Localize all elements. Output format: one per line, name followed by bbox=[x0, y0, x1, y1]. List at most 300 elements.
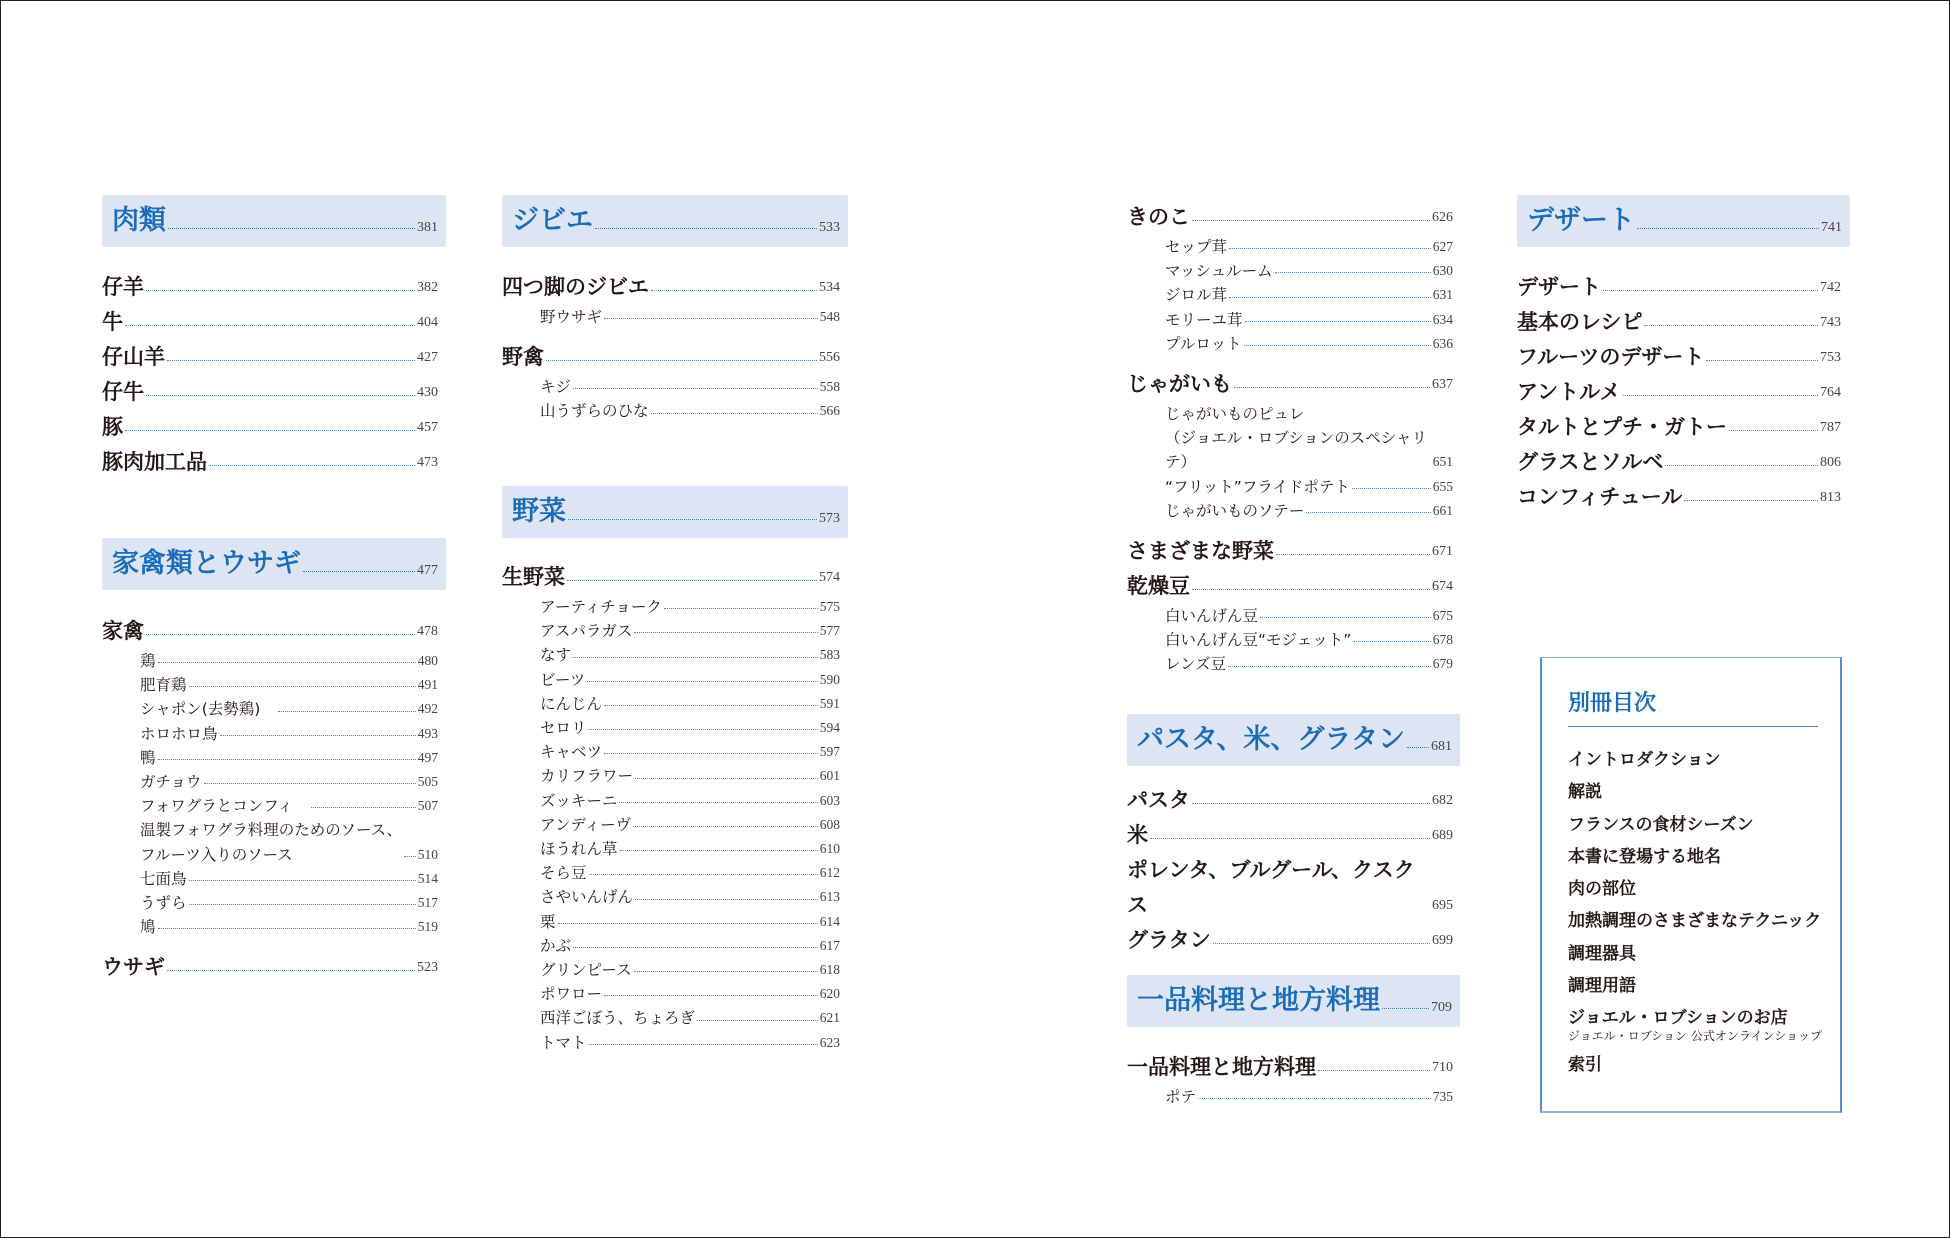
entry-label: なす bbox=[540, 646, 572, 665]
page-number: 787 bbox=[1820, 420, 1841, 435]
page-number: 655 bbox=[1432, 478, 1453, 494]
dot-leader bbox=[1352, 488, 1431, 489]
dot-leader bbox=[167, 360, 415, 361]
entry-label: セロリ bbox=[540, 719, 587, 738]
page-number: 626 bbox=[1432, 210, 1453, 225]
dot-leader bbox=[573, 947, 818, 948]
supplement-item[interactable]: 本書に登場する地名 bbox=[1568, 846, 1721, 867]
toc-entry[interactable] bbox=[1517, 270, 1841, 305]
page-number: 689 bbox=[1432, 828, 1453, 843]
entry-label: 鶏 bbox=[140, 652, 156, 670]
page-number: 577 bbox=[819, 623, 840, 639]
page-number: 735 bbox=[1432, 1089, 1453, 1104]
page-number: 710 bbox=[1432, 1060, 1453, 1075]
entry-list bbox=[1127, 1050, 1453, 1109]
entry-label: じゃがいも bbox=[1127, 372, 1232, 397]
page-number: 430 bbox=[417, 385, 438, 400]
page-number: 517 bbox=[417, 895, 438, 911]
toc-entry[interactable] bbox=[502, 399, 840, 423]
page-number: 478 bbox=[417, 624, 438, 639]
page-number: 427 bbox=[417, 350, 438, 365]
page-number: 574 bbox=[819, 570, 840, 585]
page-number: 597 bbox=[819, 744, 840, 760]
toc-entry[interactable] bbox=[102, 614, 438, 649]
toc-entry[interactable] bbox=[102, 270, 438, 305]
toc-entry[interactable] bbox=[502, 837, 840, 861]
page-number: 612 bbox=[819, 865, 840, 881]
toc-entry[interactable] bbox=[1127, 783, 1453, 818]
entry-label: 基本のレシピ bbox=[1517, 310, 1643, 334]
entry-label: コンフィチュール bbox=[1517, 485, 1683, 509]
toc-entry[interactable] bbox=[502, 1006, 840, 1030]
entry-label: ウサギ bbox=[102, 955, 165, 980]
section-title: 肉類 bbox=[112, 205, 166, 236]
toc-entry[interactable] bbox=[502, 692, 840, 716]
toc-entry[interactable] bbox=[502, 982, 840, 1006]
page-number: 382 bbox=[417, 280, 438, 295]
page-number: 661 bbox=[1432, 502, 1453, 518]
toc-entry[interactable] bbox=[1127, 402, 1453, 475]
toc-entry[interactable] bbox=[1127, 604, 1453, 628]
toc-entry[interactable] bbox=[102, 915, 438, 939]
dot-leader bbox=[634, 632, 817, 633]
page-number: 741 bbox=[1821, 220, 1842, 235]
toc-entry[interactable] bbox=[502, 910, 840, 934]
dot-leader bbox=[167, 970, 415, 971]
section-title: 野菜 bbox=[512, 496, 566, 527]
entry-label: ポテ bbox=[1165, 1088, 1197, 1106]
entry-label: フルーツのデザート bbox=[1517, 345, 1705, 369]
entry-label: パスタ bbox=[1127, 788, 1190, 812]
dot-leader bbox=[1198, 1098, 1431, 1099]
supplement-item[interactable]: ジョエル・ロブションのお店 bbox=[1568, 1008, 1788, 1029]
dot-leader bbox=[189, 880, 416, 881]
page-number: 583 bbox=[819, 647, 840, 663]
toc-entry[interactable] bbox=[1127, 1085, 1453, 1109]
section-title: 一品料理と地方料理 bbox=[1137, 985, 1380, 1016]
dot-leader bbox=[546, 360, 817, 361]
toc-entry[interactable] bbox=[1517, 480, 1841, 515]
entry-list bbox=[102, 270, 438, 480]
dot-leader bbox=[1276, 554, 1430, 555]
toc-entry[interactable] bbox=[502, 619, 840, 643]
toc-entry[interactable] bbox=[1127, 818, 1453, 853]
dot-leader bbox=[1637, 228, 1819, 229]
dot-leader bbox=[697, 1020, 818, 1021]
entry-label: うずら bbox=[140, 894, 187, 913]
toc-entry[interactable] bbox=[102, 867, 438, 891]
entry-label: ジロル茸 bbox=[1165, 286, 1228, 305]
page-number: 675 bbox=[1432, 608, 1453, 624]
page-number: 623 bbox=[819, 1034, 840, 1050]
dot-leader bbox=[604, 318, 818, 319]
page-number: 404 bbox=[417, 315, 438, 330]
entry-label: 生野菜 bbox=[502, 565, 565, 589]
page-number: 674 bbox=[1432, 579, 1453, 595]
toc-entry[interactable] bbox=[502, 643, 840, 667]
entry-label: モリーユ茸 bbox=[1165, 310, 1243, 329]
page-number: 621 bbox=[819, 1010, 840, 1026]
toc-entry[interactable] bbox=[1127, 332, 1453, 356]
entry-label: アンディーヴ bbox=[540, 815, 632, 834]
entry-list bbox=[1517, 270, 1841, 515]
page-number: 497 bbox=[417, 749, 438, 765]
entry-label: ズッキーニ bbox=[540, 791, 618, 810]
section-heading[interactable] bbox=[502, 195, 848, 247]
section-heading[interactable] bbox=[102, 538, 446, 590]
toc-entry[interactable] bbox=[1127, 475, 1453, 499]
dot-leader bbox=[1228, 666, 1431, 667]
toc-entry[interactable] bbox=[502, 340, 840, 375]
dot-leader bbox=[311, 807, 416, 808]
entry-list bbox=[1127, 200, 1453, 677]
toc-entry[interactable] bbox=[102, 770, 438, 794]
section-title: ジビエ bbox=[512, 205, 593, 236]
toc-entry[interactable] bbox=[1127, 534, 1453, 569]
page-number: 671 bbox=[1432, 544, 1453, 560]
dot-leader bbox=[209, 465, 415, 466]
toc-entry[interactable] bbox=[502, 861, 840, 885]
entry-label: 白いんげん豆“モジェット” bbox=[1165, 631, 1352, 650]
toc-entry[interactable] bbox=[502, 934, 840, 958]
dot-leader bbox=[146, 395, 415, 396]
page-number: 473 bbox=[417, 455, 438, 470]
page-number: 533 bbox=[819, 220, 840, 235]
entry-label: 豚 bbox=[102, 415, 123, 439]
section-heading[interactable] bbox=[1517, 195, 1850, 247]
supplement-item-caption: ジョエル・ロブション 公式オンラインショップ bbox=[1568, 1028, 1822, 1043]
section-heading[interactable] bbox=[1127, 975, 1460, 1027]
toc-entry[interactable] bbox=[502, 885, 840, 909]
page-number: 630 bbox=[1432, 263, 1453, 279]
entry-label: アーティチョーク bbox=[540, 598, 662, 616]
page-number: 682 bbox=[1432, 793, 1453, 808]
toc-entry[interactable] bbox=[102, 891, 438, 915]
dot-leader bbox=[1318, 1070, 1430, 1071]
entry-label: タルトとプチ・ガトー bbox=[1517, 415, 1727, 439]
page-number: 806 bbox=[1820, 455, 1841, 470]
entry-label: 栗 bbox=[540, 912, 556, 931]
toc-entry[interactable] bbox=[502, 305, 840, 329]
dot-leader bbox=[664, 608, 818, 609]
entry-label: セップ茸 bbox=[1165, 238, 1228, 256]
entry-label: 四つ脚のジビエ bbox=[502, 275, 649, 299]
entry-label: アントルメ bbox=[1517, 380, 1621, 404]
entry-label: 鴨 bbox=[140, 748, 156, 767]
toc-entry[interactable] bbox=[502, 716, 840, 740]
dot-leader bbox=[567, 580, 817, 581]
toc-entry[interactable] bbox=[102, 746, 438, 770]
dot-leader bbox=[1603, 290, 1818, 291]
entry-list bbox=[502, 560, 840, 1055]
supplement-item[interactable]: フランスの食材シーズン bbox=[1568, 814, 1754, 835]
toc-entry[interactable] bbox=[102, 697, 438, 721]
page-number: 573 bbox=[819, 511, 840, 526]
page-number: 590 bbox=[819, 671, 840, 687]
page-number: 610 bbox=[819, 841, 840, 857]
section-heading[interactable] bbox=[502, 486, 848, 538]
dot-leader bbox=[1665, 465, 1818, 466]
dot-leader bbox=[278, 711, 416, 712]
supplement-item[interactable]: 解説 bbox=[1568, 782, 1602, 803]
toc-entry[interactable] bbox=[502, 595, 840, 619]
dot-leader bbox=[1245, 321, 1431, 322]
dot-leader bbox=[620, 850, 818, 851]
toc-entry[interactable] bbox=[502, 560, 840, 595]
supplement-item[interactable]: 索引 bbox=[1568, 1054, 1602, 1075]
page-number: 613 bbox=[819, 889, 840, 905]
toc-entry[interactable] bbox=[502, 270, 840, 305]
toc-entry[interactable] bbox=[1517, 375, 1841, 410]
toc-entry[interactable] bbox=[1127, 367, 1453, 402]
page-number: 614 bbox=[819, 913, 840, 929]
dot-leader bbox=[204, 783, 416, 784]
dot-leader bbox=[633, 826, 818, 827]
supplement-toc-box bbox=[1540, 657, 1842, 1113]
section-heading[interactable] bbox=[102, 195, 446, 247]
toc-entry[interactable] bbox=[102, 794, 438, 818]
dot-leader bbox=[189, 686, 416, 687]
dot-leader bbox=[651, 413, 818, 414]
toc-entry[interactable] bbox=[1517, 305, 1841, 340]
dot-leader bbox=[595, 228, 817, 229]
toc-entry[interactable] bbox=[1127, 1050, 1453, 1085]
dot-leader bbox=[1244, 345, 1431, 346]
dot-leader bbox=[589, 1044, 818, 1045]
dot-leader bbox=[1353, 641, 1430, 642]
dot-leader bbox=[1213, 943, 1430, 944]
toc-entry[interactable] bbox=[102, 340, 438, 375]
toc-entry[interactable] bbox=[1127, 853, 1453, 923]
dot-leader bbox=[1729, 430, 1818, 431]
page-number: 679 bbox=[1432, 656, 1453, 672]
entry-list bbox=[102, 614, 438, 985]
page-number: 608 bbox=[819, 816, 840, 832]
entry-label: そら豆 bbox=[540, 864, 587, 883]
supplement-item[interactable]: 調理器具 bbox=[1568, 943, 1636, 964]
toc-entry[interactable] bbox=[502, 1031, 840, 1055]
dot-leader bbox=[189, 904, 416, 905]
dot-leader bbox=[125, 325, 415, 326]
entry-label: きのこ bbox=[1127, 205, 1190, 229]
dot-leader bbox=[604, 753, 818, 754]
toc-entry[interactable] bbox=[102, 305, 438, 340]
section-title: 家禽類とウサギ bbox=[112, 548, 301, 579]
toc-entry[interactable] bbox=[502, 813, 840, 837]
dot-leader bbox=[604, 995, 818, 996]
page-number: 491 bbox=[417, 677, 438, 693]
entry-label: フォワグラとコンフィ bbox=[140, 797, 309, 816]
page-number: 617 bbox=[819, 937, 840, 953]
entry-label: 肥育鶏 bbox=[140, 676, 187, 695]
toc-entry[interactable] bbox=[102, 410, 438, 445]
page-number: 492 bbox=[417, 701, 438, 717]
entry-label: 家禽 bbox=[102, 619, 144, 643]
entry-label: カリフラワー bbox=[540, 767, 634, 786]
entry-label: じゃがいものピュレ （ジョエル・ロブションのスペシャリテ） bbox=[1165, 405, 1427, 472]
dot-leader bbox=[1684, 500, 1818, 501]
entry-label: 山うずらのひな bbox=[540, 402, 649, 421]
entry-label: さまざまな野菜 bbox=[1127, 539, 1274, 564]
toc-entry[interactable] bbox=[102, 950, 438, 985]
entry-label: 仔山羊 bbox=[102, 345, 165, 369]
page-number: 631 bbox=[1432, 287, 1453, 303]
toc-entry[interactable] bbox=[1127, 308, 1453, 332]
page-number: 695 bbox=[1432, 898, 1453, 913]
page-number: 514 bbox=[417, 870, 438, 886]
toc-entry[interactable] bbox=[1127, 652, 1453, 676]
page-number: 678 bbox=[1432, 632, 1453, 648]
toc-entry[interactable] bbox=[102, 722, 438, 746]
dot-leader bbox=[1623, 395, 1818, 396]
page-number: 493 bbox=[417, 725, 438, 741]
entry-label: 野ウサギ bbox=[540, 308, 603, 326]
entry-label: グラスとソルベ bbox=[1517, 450, 1664, 474]
entry-label: かぶ bbox=[540, 936, 572, 955]
dot-leader bbox=[1382, 1008, 1429, 1009]
page-number: 575 bbox=[819, 599, 840, 614]
entry-label: 米 bbox=[1127, 823, 1148, 847]
dot-leader bbox=[619, 802, 817, 803]
dot-leader bbox=[1706, 360, 1818, 361]
toc-entry[interactable] bbox=[502, 740, 840, 764]
page-number: 764 bbox=[1820, 385, 1841, 400]
page-number: 709 bbox=[1431, 1000, 1452, 1015]
toc-entry[interactable] bbox=[502, 668, 840, 692]
section-heading[interactable] bbox=[1127, 714, 1460, 766]
dot-leader bbox=[1407, 747, 1429, 748]
page-number: 699 bbox=[1432, 933, 1453, 948]
page-number: 603 bbox=[819, 792, 840, 808]
entry-label: 野禽 bbox=[502, 345, 544, 370]
dot-leader bbox=[604, 705, 818, 706]
supplement-divider bbox=[1568, 726, 1818, 727]
dot-leader bbox=[1192, 220, 1430, 221]
dot-leader bbox=[558, 923, 818, 924]
dot-leader bbox=[1306, 512, 1431, 513]
dot-leader bbox=[635, 778, 818, 779]
page-number: 618 bbox=[819, 962, 840, 978]
toc-entry[interactable] bbox=[1127, 499, 1453, 523]
dot-leader bbox=[158, 662, 416, 663]
entry-label: マッシュルーム bbox=[1165, 262, 1273, 281]
dot-leader bbox=[1644, 325, 1818, 326]
page-number: 523 bbox=[417, 960, 438, 976]
entry-label: 仔牛 bbox=[102, 380, 144, 404]
toc-entry[interactable] bbox=[1127, 628, 1453, 652]
supplement-list bbox=[1568, 744, 1822, 1081]
dot-leader bbox=[589, 874, 818, 875]
toc-entry[interactable] bbox=[502, 789, 840, 813]
dot-leader bbox=[587, 681, 817, 682]
page-number: 381 bbox=[417, 220, 438, 235]
page-number: 566 bbox=[819, 403, 840, 419]
entry-label: 七面鳥 bbox=[140, 869, 187, 888]
page-number: 558 bbox=[819, 379, 840, 395]
dot-leader bbox=[146, 290, 415, 291]
toc-entry[interactable] bbox=[1127, 259, 1453, 283]
entry-label: 豚肉加工品 bbox=[102, 450, 207, 474]
page-number: 601 bbox=[819, 768, 840, 784]
entry-label: 牛 bbox=[102, 310, 123, 334]
dot-leader bbox=[573, 388, 818, 389]
dot-leader bbox=[1275, 272, 1431, 273]
page-number: 743 bbox=[1820, 315, 1841, 330]
toc-entry[interactable] bbox=[1127, 569, 1453, 604]
supplement-item[interactable]: 加熱調理のさまざまなテクニック bbox=[1568, 911, 1822, 932]
supplement-item[interactable]: 肉の部位 bbox=[1568, 879, 1636, 900]
toc-entry[interactable] bbox=[102, 673, 438, 697]
toc-entry[interactable] bbox=[102, 649, 438, 673]
page-number: 505 bbox=[417, 774, 438, 790]
toc-entry[interactable] bbox=[1127, 235, 1453, 259]
page-number: 813 bbox=[1820, 490, 1841, 505]
toc-entry[interactable] bbox=[1517, 340, 1841, 375]
page-number: 510 bbox=[417, 846, 438, 862]
page-number: 519 bbox=[417, 919, 438, 935]
dot-leader bbox=[1192, 803, 1430, 804]
entry-label: ガチョウ bbox=[140, 773, 202, 792]
dot-leader bbox=[303, 571, 415, 572]
page-number: 534 bbox=[819, 280, 840, 295]
supplement-item[interactable]: イントロダクション bbox=[1568, 750, 1721, 770]
dot-leader bbox=[1229, 248, 1431, 249]
entry-label: キャベツ bbox=[540, 743, 603, 762]
supplement-title: 別冊目次 bbox=[1568, 691, 1657, 716]
dot-leader bbox=[404, 856, 416, 857]
toc-entry[interactable] bbox=[1127, 200, 1453, 235]
dot-leader bbox=[1229, 297, 1431, 298]
dot-leader bbox=[220, 735, 416, 736]
entry-list bbox=[1127, 783, 1453, 958]
toc-entry[interactable] bbox=[1517, 410, 1841, 445]
toc-entry[interactable] bbox=[102, 818, 438, 866]
page-number: 681 bbox=[1431, 739, 1452, 754]
toc-entry[interactable] bbox=[502, 375, 840, 399]
entry-label: デザート bbox=[1517, 275, 1601, 299]
page-number: 477 bbox=[417, 563, 438, 578]
entry-label: キジ bbox=[540, 378, 571, 397]
toc-entry[interactable] bbox=[502, 764, 840, 788]
entry-label: ビーツ bbox=[540, 670, 586, 689]
entry-label: ポレンタ、ブルグール、クスクス bbox=[1127, 858, 1415, 917]
page-number: 507 bbox=[417, 798, 438, 814]
entry-label: レンズ豆 bbox=[1165, 655, 1227, 674]
entry-label: ホロホロ鳥 bbox=[140, 724, 218, 743]
page-number: 594 bbox=[819, 720, 840, 736]
toc-entry[interactable] bbox=[102, 375, 438, 410]
entry-label: にんじん bbox=[540, 694, 603, 713]
dot-leader bbox=[635, 899, 818, 900]
dot-leader bbox=[125, 430, 415, 431]
dot-leader bbox=[1234, 387, 1430, 388]
entry-list bbox=[502, 270, 840, 424]
entry-label: 西洋ごぼう、ちょろぎ bbox=[540, 1009, 696, 1028]
dot-leader bbox=[1192, 589, 1430, 590]
toc-entry[interactable] bbox=[1517, 445, 1841, 480]
page-number: 591 bbox=[819, 695, 840, 711]
page-number: 637 bbox=[1432, 377, 1453, 393]
toc-entry[interactable] bbox=[502, 958, 840, 982]
toc-entry[interactable] bbox=[1127, 923, 1453, 958]
page-number: 753 bbox=[1820, 350, 1841, 365]
dot-leader bbox=[158, 759, 416, 760]
page-number: 651 bbox=[1432, 454, 1453, 470]
dot-leader bbox=[1150, 838, 1430, 839]
toc-entry[interactable] bbox=[102, 445, 438, 480]
supplement-item[interactable]: 調理用語 bbox=[1568, 976, 1636, 997]
toc-entry[interactable] bbox=[1127, 283, 1453, 307]
